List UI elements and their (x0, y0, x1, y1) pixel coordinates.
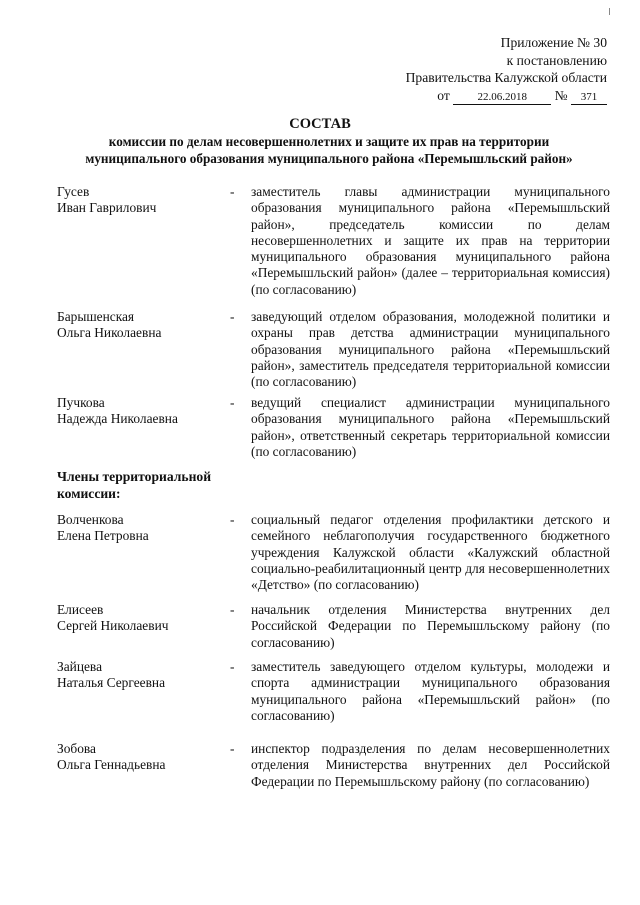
given-names: Ольга Геннадьевна (57, 757, 166, 773)
document-subtitle (48, 134, 610, 167)
person-name (57, 395, 227, 428)
person-name (57, 512, 227, 545)
person-name (57, 659, 227, 692)
given-names: Ольга Николаевна (57, 325, 162, 341)
dash: - (230, 659, 235, 674)
person-name (57, 741, 227, 774)
scan-mark (609, 8, 610, 15)
position-description: начальник отделения Министерства внутренних дел Российской Федерации по Перемышльскому району (по согласованию) (251, 602, 610, 650)
given-names: Иван Гаврилович (57, 200, 157, 216)
dash: - (230, 512, 235, 527)
members-heading-line-1: Члены территориальной (57, 469, 212, 484)
dash: - (230, 395, 235, 410)
surname: Барышенская (57, 309, 135, 324)
members-heading-line-2: комиссии: (57, 486, 121, 501)
members-heading (57, 468, 237, 502)
number-label: № (554, 87, 568, 103)
given-names: Надежда Николаевна (57, 411, 178, 427)
position-description: заведующий отделом образования, молодежной политики и охраны прав детства администрации муниципального образования муниципального района «Перемышльский район», заместитель председателя территориальной комиссии (по согласованию) (251, 309, 610, 390)
resolution-date: 22.06.2018 (453, 91, 551, 105)
position-description: заместитель заведующего отделом культуры, молодежи и спорта администрации муниципального образования муниципального района «Перемышльский район» (по согласованию) (251, 659, 610, 723)
appendix-dateline (406, 87, 607, 105)
given-names: Наталья Сергеевна (57, 675, 166, 691)
subtitle-line-2: муниципального образования муниципального района «Перемышльский район» (85, 150, 573, 166)
position-description: инспектор подразделения по делам несовершеннолетних отделения Министерства внутренних дел Российской Федерации по Перемышльскому району (по согласованию) (251, 741, 610, 789)
from-label: от (437, 87, 450, 103)
appendix-resolution: к постановлению (506, 52, 607, 68)
position-description: ведущий специалист администрации муниципального образования муниципального района «Перемышльский район», ответственный секретарь территориальной комиссии (по согласованию) (251, 395, 610, 459)
person-name (57, 602, 227, 635)
resolution-number: 371 (571, 91, 607, 105)
dash: - (230, 602, 235, 617)
appendix-block (406, 34, 607, 105)
dash: - (230, 309, 235, 324)
appendix-government: Правительства Калужской области (405, 70, 607, 85)
person-name (57, 309, 227, 342)
surname: Гусев (57, 184, 90, 199)
surname: Зобова (57, 741, 97, 756)
dash: - (230, 741, 235, 756)
appendix-number: Приложение № 30 (500, 35, 607, 50)
given-names: Сергей Николаевич (57, 618, 169, 634)
dash: - (230, 184, 235, 199)
surname: Зайцева (57, 659, 103, 674)
document-title: СОСТАВ (289, 116, 351, 132)
surname: Елисеев (57, 602, 104, 617)
surname: Пучкова (57, 395, 105, 410)
given-names: Елена Петровна (57, 528, 149, 544)
surname: Волченкова (57, 512, 124, 527)
position-description: социальный педагог отделения профилактики детского и семейного неблагополучия государственного бюджетного учреждения Калужской области «Калужский областной социально-реабилитационный центр для несовершеннолетних «Детство» (по согласованию) (251, 512, 610, 593)
subtitle-line-1: комиссии по делам несовершеннолетних и защите их прав на территории (108, 134, 550, 149)
person-name (57, 184, 227, 217)
position-description: заместитель главы администрации муниципального образования муниципального района «Перемышльский район», председатель комиссии по делам несовершеннолетних и защите их прав на территории муниципального образования муниципального района «Перемышльский район» (далее – территориальная комиссия) (по согласованию) (251, 184, 610, 297)
